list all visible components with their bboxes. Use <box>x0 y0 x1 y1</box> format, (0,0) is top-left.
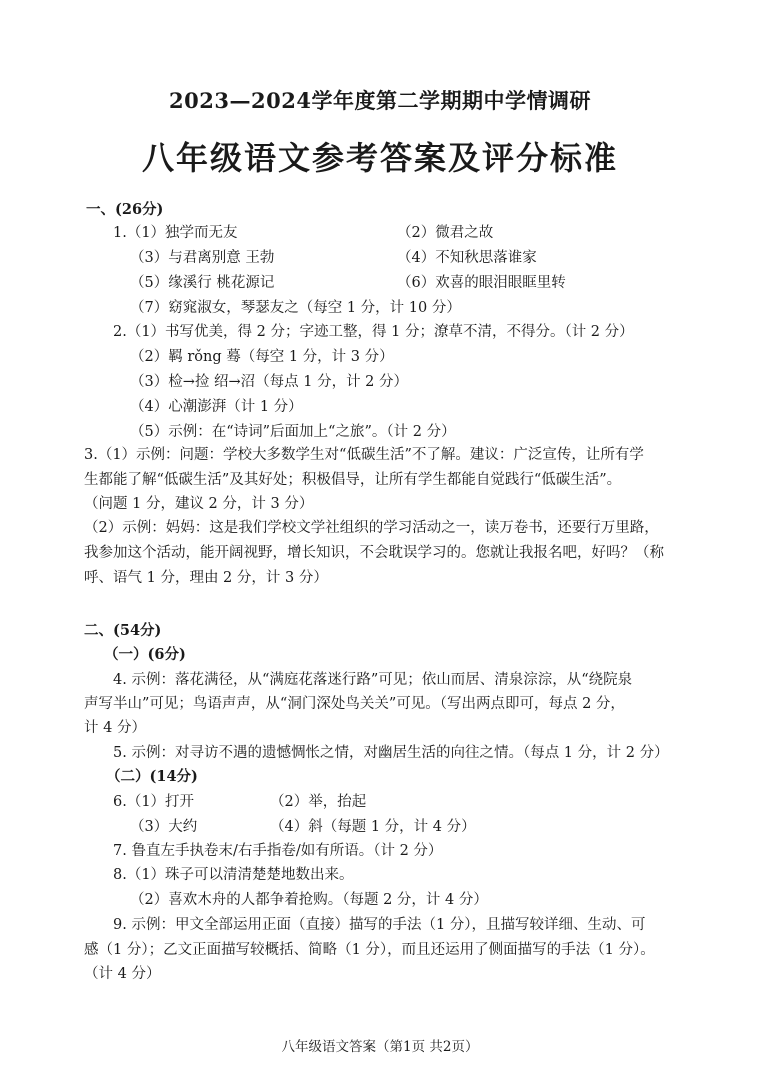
part-1-heading: （一）(6分) <box>104 646 186 663</box>
q6-item-2: （2）举，抬起 <box>270 794 367 810</box>
q1-item-2: （2）微君之故 <box>397 225 494 241</box>
q6-item-3: （3）大约 <box>130 819 198 835</box>
q2-line-2: （2）羁 rǒng 蓦（每空 1 分，计 3 分） <box>130 349 394 365</box>
q3-line-5: 我参加这个活动，能开阔视野，增长知识，不会耽误学习的。您就让我报名吧，好吗？（称 <box>84 545 664 561</box>
q1-item-7: （7）窈窕淑女，琴瑟友之（每空 1 分，计 10 分） <box>130 300 461 316</box>
q2-line-3: （3）检→捡 绍→沼（每点 1 分，计 2 分） <box>130 374 409 390</box>
document-subtitle: 八年级语文参考答案及评分标准 <box>141 139 618 177</box>
q1-item-6: （6）欢喜的眼泪眼眶里转 <box>397 275 566 291</box>
q3-line-4: （2）示例：妈妈：这是我们学校文学社组织的学习活动之一，读万卷书，还要行万里路， <box>84 520 659 536</box>
q4-line-1: 4. 示例：落花满径，从“满庭花落迷行路”可见；依山而居、清泉淙淙，从“绕院泉 <box>113 672 633 688</box>
document-title: 2023—2024学年度第二学期期中学情调研 <box>169 88 591 113</box>
section-2-heading: 二、(54分) <box>84 622 162 639</box>
section-1-heading: 一、(26分) <box>86 201 164 218</box>
page-footer: 八年级语文答案（第1页 共2页） <box>281 1039 479 1055</box>
q9-line-2: 感（1 分）；乙文正面描写较概括、简略（1 分），而且还运用了侧面描写的手法（1 分）。 <box>84 942 655 958</box>
q1-item-3: （3）与君离别意 王勃 <box>130 250 275 266</box>
q3-line-3: （问题 1 分，建议 2 分，计 3 分） <box>84 496 314 512</box>
q1-item-1: 1.（1）独学而无友 <box>113 225 238 241</box>
q7-line: 7. 鲁直左手执卷末/右手指卷/如有所语。（计 2 分） <box>113 843 443 859</box>
q5-line: 5. 示例：对寻访不遇的遗憾惆怅之情，对幽居生活的向往之情。（每点 1 分，计 2 分） <box>113 745 669 761</box>
q4-line-2: 声写半山”可见；鸟语声声，从“洞门深处鸟关关”可见。（写出两点即可，每点 2 分， <box>84 696 625 712</box>
q1-item-5: （5）缘溪行 桃花源记 <box>130 275 275 291</box>
q6-item-1: 6.（1）打开 <box>113 794 195 810</box>
q3-line-2: 生都能了解“低碳生活”及其好处；积极倡导，让所有学生都能自觉践行“低碳生活”。 <box>84 472 622 488</box>
q3-line-1: 3.（1）示例：问题：学校大多数学生对“低碳生活”不了解。建议：广泛宣传，让所有学 <box>84 447 644 463</box>
q8-line-2: （2）喜欢木舟的人都争着抢购。（每题 2 分，计 4 分） <box>130 892 488 908</box>
q9-line-3: （计 4 分） <box>84 966 161 982</box>
q2-line-4: （4）心潮澎湃（计 1 分） <box>130 399 303 415</box>
q2-line-5: （5）示例：在“诗词”后面加上“之旅”。（计 2 分） <box>130 424 456 440</box>
q8-line-1: 8.（1）珠子可以清清楚楚地数出来。 <box>113 867 354 883</box>
q4-line-3: 计 4 分） <box>84 720 146 736</box>
q1-item-4: （4）不知秋思落谁家 <box>397 250 537 266</box>
part-2-heading: （二）(14分) <box>106 768 198 785</box>
q3-line-6: 呼、语气 1 分，理由 2 分，计 3 分） <box>84 570 328 586</box>
q6-item-4: （4）斜（每题 1 分，计 4 分） <box>270 819 476 835</box>
q9-line-1: 9. 示例：甲文全部运用正面（直接）描写的手法（1 分），且描写较详细、生动、可 <box>113 917 646 933</box>
q2-line-1: 2.（1）书写优美，得 2 分；字迹工整，得 1 分；潦草不清，不得分。（计 2 分） <box>113 324 634 340</box>
